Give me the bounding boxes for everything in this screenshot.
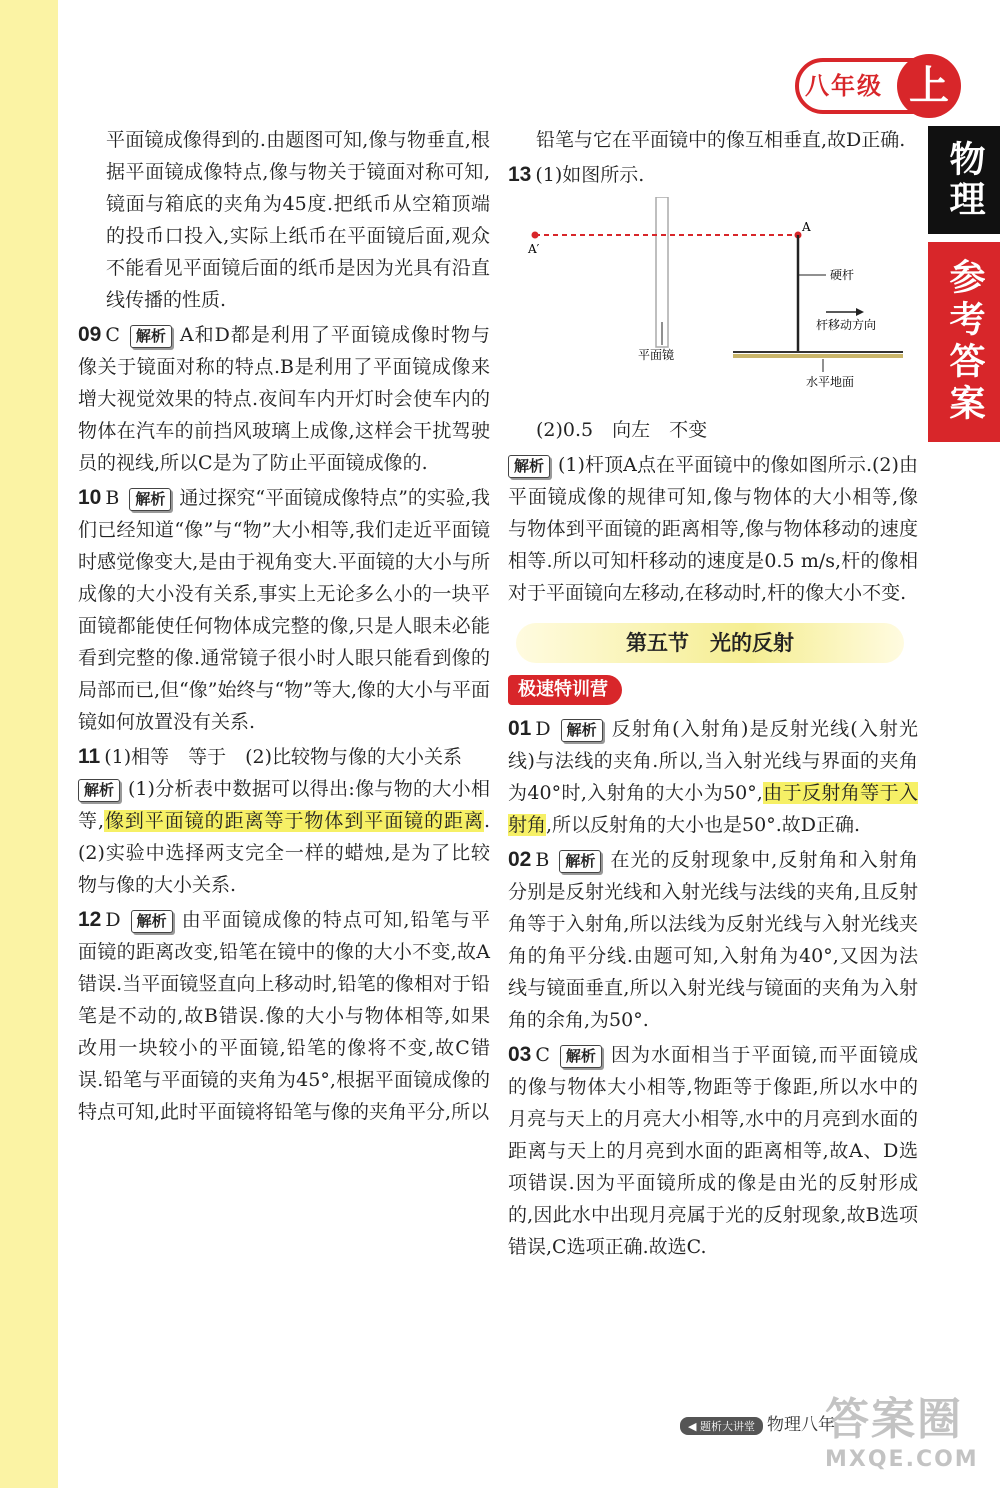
left-column [78, 124, 490, 1131]
label-ground: 水平地面 [806, 375, 855, 389]
question-02: 02 B 解析 在光的反射现象中,反射角和入射角分别是反射光线和入射光线与法线的夹角,且反射角等于入射角,所以法线为反射光线与入射光线夹角的角平分线.由题可知,入射角为40°,又因为法线与镜面垂直,所以入射光线与镜面的夹角为入射角的余角,为50°. [508, 848, 918, 1031]
volume-badge: 上 [897, 54, 961, 118]
label-mirror: 平面镜 [638, 348, 675, 362]
label-rod: 硬杆 [830, 268, 855, 282]
label-a-prime: A′ [528, 242, 540, 256]
question-01: 01 D 解析 反射角(入射角)是反射光线(入射光线)与法线的夹角.所以,当入射光线与界面的夹角为40°时,入射角的大小为50°,由于反射角等于入射角,所以反射角的大小也是50°.故D正确. [508, 717, 918, 836]
question-13: 13 (1)如图所示. [508, 163, 645, 186]
analysis-tag: 解析 [129, 488, 171, 511]
grade-label: 八年级 [805, 72, 883, 100]
question-10: 10 B 解析 通过探究“平面镜成像特点”的实验,我们已经知道“像”与“物”大小相等,我们走近平面镜时感觉像变大,是由于视角变大.平面镜的大小与所成像的大小没有关系,事实上无论多么小的一块平面镜都能使任何物体成完整的像,只是人眼未必能看到完整的像.通常镜子很小时人眼只能看到像的局部而已,但“像”始终与“物”等大,像的大小与平面镜如何放置没有关系. [78, 486, 490, 733]
footer-badge: ◀ 题析大讲堂 [680, 1417, 763, 1435]
label-a: A [802, 220, 811, 234]
question-11: 11 (1)相等 等于 (2)比较物与像的大小关系 解析 (1)分析表中数据可以得出:像与物的大小相等,像到平面镜的距离等于物体到平面镜的距离.(2)实验中选择两支完全一样的蜡烛,是为了比较物与像的大小关系. [78, 745, 490, 896]
analysis-tag: 解析 [130, 325, 172, 348]
page-edge-strip [0, 0, 58, 1488]
label-direction: 杆移动方向 [816, 318, 877, 332]
watermark-main: 答案圈 [825, 1394, 963, 1445]
subject-tab: 物理 [928, 126, 1000, 234]
page-footer [680, 1410, 835, 1435]
question-12: 12 D 解析 由平面镜成像的特点可知,铅笔与平面镜的距离改变,铅笔在镜中的像的大小不变,故A错误.当平面镜竖直向上移动时,铅笔的像相对于铅笔是不动的,故B错误.像的大小与物体相等,如果改用一块较小的平面镜,铅笔的像将不变,故C错误.铅笔与平面镜的夹角为45°,根据平面镜成像的特点可知,此时平面镜将铅笔与像的夹角平分,所以 [78, 908, 490, 1123]
question-03: 03 C 解析 因为水面相当于平面镜,而平面镜成的像与物体大小相等,物距等于像距,所以水中的月亮与天上的月亮大小相等,水中的月亮到水面的距离与天上的月亮到水面的距离相等,故A、D选项错误.因为平面镜所成的像是由光的反射形成的,因此水中出现月亮属于光的反射现象,故B选项错误,C选项正确.故选C. [508, 1043, 918, 1258]
answer-tab: 参考答案 [928, 242, 1000, 442]
question-13-analysis: 解析 (1)杆顶A点在平面镜中的像如图所示.(2)由平面镜成像的规律可知,像与物体的大小相等,像与物体到平面镜的距离相等,像与物体移动的速度相等.所以可知杆移动的速度是0.5 m/s,杆的像相对于平面镜向左移动,在移动时,杆的像大小不变. [508, 454, 918, 604]
continued-paragraph: 铅笔与它在平面镜中的像互相垂直,故D正确. [536, 129, 906, 151]
analysis-tag: 解析 [559, 850, 601, 873]
analysis-tag: 解析 [78, 779, 120, 802]
analysis-tag: 解析 [131, 910, 173, 933]
mirror-diagram [508, 197, 908, 412]
footer-text: 物理八年 [766, 1415, 835, 1435]
question-13-part2: (2)0.5 向左 不变 [536, 419, 708, 441]
continued-paragraph: 平面镜成像得到的.由题图可知,像与物垂直,根据平面镜成像特点,像与物关于镜面对称可知,镜面与箱底的夹角为45度.把纸币从空箱顶端的投币口投入,实际上纸币在平面镜后面,观众不能看见平面镜后面的纸币是因为光具有沿直线传播的性质. [106, 129, 490, 311]
analysis-tag: 解析 [561, 719, 603, 742]
analysis-tag: 解析 [508, 455, 550, 478]
highlight: 像到平面镜的距离等于物体到平面镜的距离 [104, 810, 484, 832]
analysis-tag: 解析 [560, 1045, 602, 1068]
section-title: 第五节 光的反射 [516, 623, 904, 663]
training-camp-label: 极速特训营 [508, 675, 622, 705]
watermark [825, 1392, 995, 1482]
highlight: 由于反射角等于入射角 [508, 782, 918, 836]
image-point [532, 232, 539, 239]
watermark-url: MXQE.COM [825, 1447, 979, 1472]
question-09: 09 C 解析 A和D都是利用了平面镜成像时物与像关于镜面对称的特点.B是利用了平面镜成像来增大视觉效果的特点.夜间车内开灯时会使车内的物体在汽车的前挡风玻璃上成像,这样会干扰驾驶员的视线,所以C是为了防止平面镜成像的. [78, 323, 490, 474]
right-column [508, 124, 918, 1266]
arrow-head [856, 308, 864, 316]
mirror-diagram-svg [508, 197, 908, 412]
